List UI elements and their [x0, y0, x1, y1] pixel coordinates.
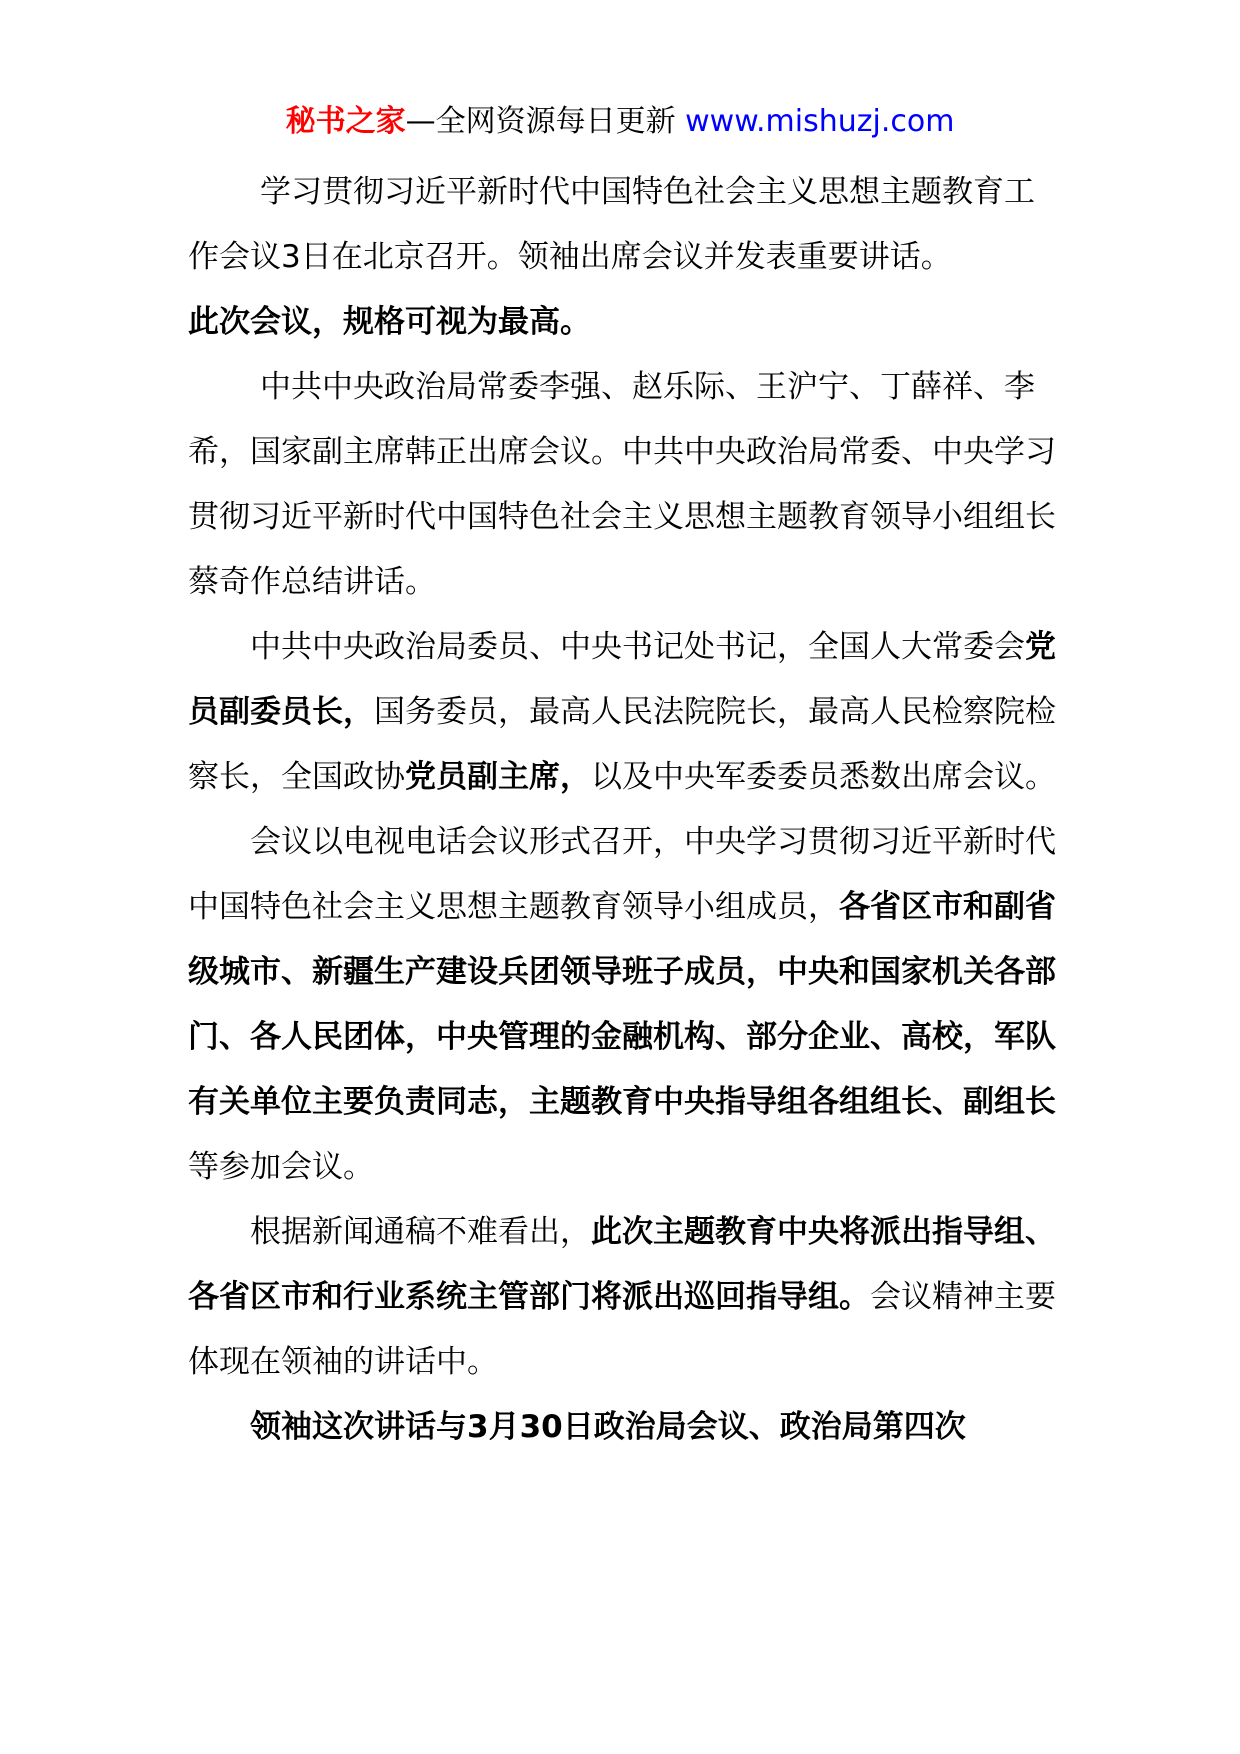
- paragraph-4-seg-1: 中共中央政治局委员、中央书记处书记，全国人大常委会: [250, 629, 1025, 665]
- paragraph-1: 学习贯彻习近平新时代中国特色社会主义思想主题教育工作会议3日在北京召开。领袖出席会议并发表重要讲话。: [188, 174, 1035, 275]
- brand-name: 秘书之家: [285, 104, 406, 139]
- paragraph-6-seg-1: 根据新闻通稿不难看出，: [250, 1214, 591, 1250]
- header-slogan: —全网资源每日更新: [405, 104, 676, 139]
- paragraph-5: [188, 810, 1058, 1200]
- paragraph-4: [188, 615, 1058, 810]
- paragraph-5-seg-2: 各省区市和副省级城市、新疆生产建设兵团领导班子成员，中央和国家机关各部门、各人民团体，中央管理的金融机构、部分企业、高校，军队有关单位主要负责同志，主题教育中央指导组各组组长、副组长: [188, 889, 1056, 1120]
- paragraph-4-seg-2: 党员副委员长，: [188, 629, 1056, 730]
- paragraph-4-seg-3: 国务委员，最高人民法院院长，最高人民检察院检察长，全国政协: [188, 694, 1056, 795]
- paragraph-6-seg-3: 会议精神主要体现在领袖的讲话中。: [188, 1279, 1056, 1380]
- paragraph-5-seg-3: 等参加会议。: [188, 1149, 374, 1185]
- paragraph-6-seg-2: 此次主题教育中央将派出指导组、各省区市和行业系统主管部门将派出巡回指导组。: [188, 1214, 1056, 1315]
- article-body: [188, 160, 1058, 1460]
- paragraph-3: 中共中央政治局常委李强、赵乐际、王沪宁、丁薛祥、李希，国家副主席韩正出席会议。中共中央政治局常委、中央学习贯彻习近平新时代中国特色社会主义思想主题教育领导小组组长蔡奇作总结讲话。: [188, 369, 1056, 600]
- paragraph-2-heading: 此次会议，规格可视为最高。: [188, 304, 591, 340]
- paragraph-4-seg-4: 党员副主席，: [405, 759, 591, 795]
- paragraph-4-seg-5: 以及中央军委委员悉数出席会议。: [591, 759, 1056, 795]
- site-header: [0, 100, 1240, 144]
- website-link[interactable]: www.mishuzj.com: [685, 104, 955, 139]
- paragraph-5-seg-1: 会议以电视电话会议形式召开，中央学习贯彻习近平新时代中国特色社会主义思想主题教育领导小组成员，: [188, 824, 1056, 925]
- paragraph-6: [188, 1200, 1058, 1395]
- paragraph-7: 领袖这次讲话与3月30日政治局会议、政治局第四次: [250, 1409, 966, 1445]
